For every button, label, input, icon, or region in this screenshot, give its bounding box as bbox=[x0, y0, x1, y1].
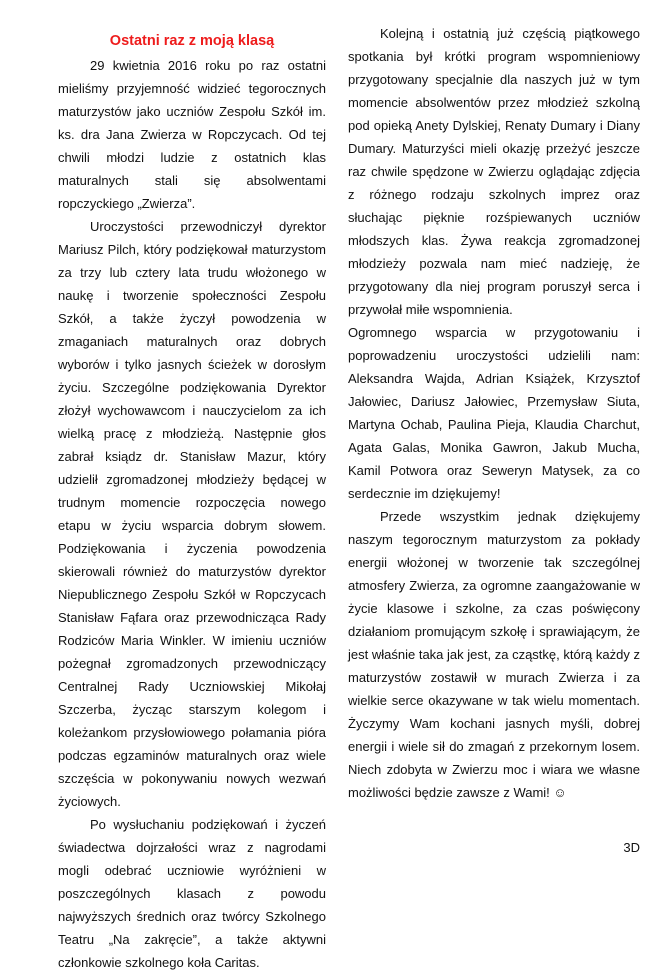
paragraph: Po wysłuchaniu podziękowań i życzeń świadectwa dojrzałości wraz z nagrodami mogli odebrać uczniowie wyróżnieni w poszczególnych klasach z powodu najwyższych średnich oraz twórcy Szkolnego Teatru „Na zakręcie”, a także aktywni członkowie szkolnego koła Caritas. bbox=[58, 817, 326, 970]
article-title: Ostatni raz z moją klasą bbox=[109, 33, 275, 49]
left-column bbox=[58, 22, 326, 974]
right-column bbox=[348, 22, 640, 804]
author-signature: 3D bbox=[623, 840, 640, 855]
paragraph: Kolejną i ostatnią już częścią piątkowego spotkania był krótki program wspomnieniowy przygotowany specjalnie dla naszych już w tym momencie absolwentów przez młodzież szkolną pod opieką Anety Dylskiej, Renaty Dumary i Diany Dumary. Maturzyści mieli okazję przeżyć jeszcze raz chwile spędzone w Zwierzu oglądając zdjęcia z różnego rodzaju szkolnych imprez oraz słuchając pięknie rozśpiewanych uczniów młodszych klas. Żywa reakcja zgromadzonej młodzieży pozwala nam mieć nadzieję, że przygotowany dla niej program poruszył serca i przywołał miłe wspomnienia. bbox=[348, 26, 640, 317]
paragraph: Uroczystości przewodniczył dyrektor Mariusz Pilch, który podziękował maturzystom za trzy lub cztery lata trudu włożonego w naukę i tworzenie społeczności Zespołu Szkół, a także życzył powodzenia w zmaganiach maturalnych oraz dobrych wyborów i tylko jasnych ścieżek w dorosłym życiu. Szczególne podziękowania Dyrektor złożył wychowawcom i nauczycielom za ich wielką pracę z młodzieżą. Następnie głos zabrał ksiądz dr. Stanisław Mazur, który udzielił zgromadzonej młodzieży będącej w trudnym momencie rozpoczęcia nowego etapu w życiu wsparcia dobrym słowem. Podziękowania i życzenia powodzenia skierowali również do maturzystów dyrektor Niepublicznego Zespołu Szkół w Ropczycach Stanisław Fąfara oraz przewodnicząca Rady Rodziców Maria Winkler. W imieniu uczniów pożegnał zgromadzonych przewodniczący Centralnej Rady Uczniowskiej Mikołaj Szczerba, życząc starszym kolegom i koleżankom przysłowiowego połamania pióra podczas egzaminów maturalnych oraz wiele szczęścia w pokonywaniu nowych wezwań życiowych. bbox=[58, 219, 326, 809]
document-page bbox=[58, 22, 640, 970]
acknowledgements-paragraph: Ogromnego wsparcia w przygotowaniu i poprowadzeniu uroczystości udzielili nam: Aleksandra Wajda, Adrian Książek, Krzysztof Jałowiec, Dariusz Jałowiec, Przemysław Siuta, Martyna Ochab, Paulina Pieja, Klaudia Charchut, Agata Galas, Monika Gawron, Jakub Mucha, Kamil Potwora oraz Seweryn Matysek, za co serdecznie im dziękujemy! bbox=[348, 325, 640, 501]
paragraph: Przede wszystkim jednak dziękujemy naszym tegorocznym maturzystom za pokłady energii włożonej w tworzenie tak szczególnej atmosfery Zwierza, za ogromne zaangażowanie w życie klasowe i szkolne, za czas poświęcony działaniom promującym szkołę i sprawiającym, że jest właśnie taka jak jest, za cząstkę, którą każdy z maturzystów zostawił w murach Zwierza i za wielkie serce okazywane w tak wielu momentach. Życzymy Wam kochani jasnych myśli, dobrej energii i wiele sił do zmagań z przekornym losem. Niech zdobyta w Zwierzu moc i wiara we własne możliwości będzie zawsze z Wami! ☺ bbox=[348, 509, 640, 800]
paragraph: 29 kwietnia 2016 roku po raz ostatni mieliśmy przyjemność widzieć tegorocznych maturzystów jako uczniów Zespołu Szkół im. ks. dra Jana Zwierza w Ropczycach. Od tej chwili młodzi ludzie z ostatnich klas maturalnych stali się absolwentami ropczyckiego „Zwierza”. bbox=[58, 58, 326, 211]
